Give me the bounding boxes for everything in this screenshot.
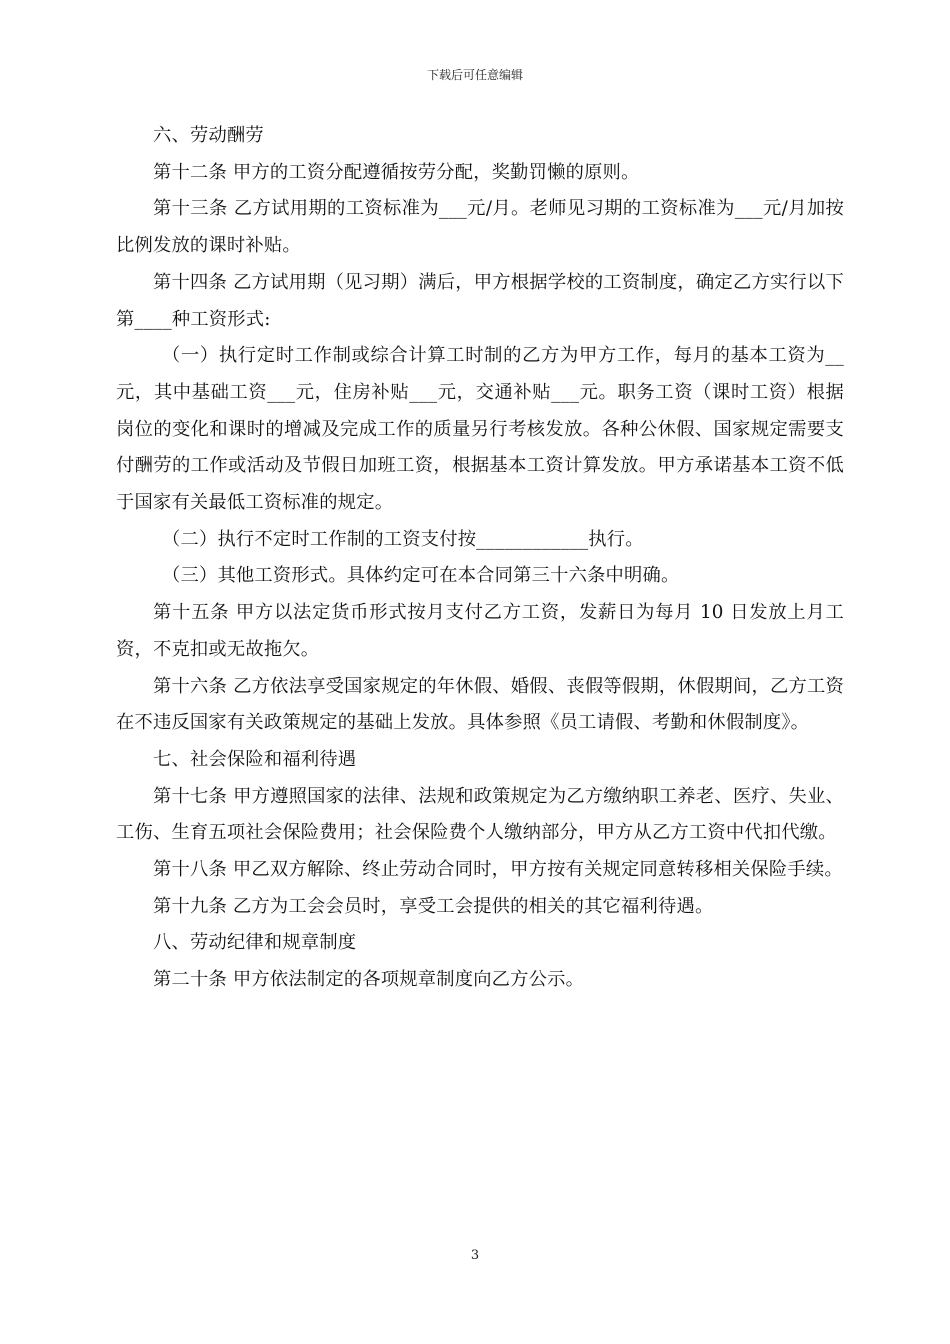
article-13: 第十三条 乙方试用期的工资标准为___元/月。老师见习期的工资标准为___元/月加按比例发放的课时补贴。 [116, 198, 844, 257]
article-16: 第十六条 乙方依法享受国家规定的年休假、婚假、丧假等假期，休假期间，乙方工资在不违反国家有关政策规定的基础上发放。具体参照《员工请假、考勤和休假制度》。 [116, 675, 844, 734]
document-body [116, 118, 844, 999]
section-heading-6: 六、劳动酬劳 [153, 125, 264, 146]
article-15: 第十五条 甲方以法定货币形式按月支付乙方工资，发薪日为每月 10 日发放上月工资，不克扣或无故拖欠。 [116, 602, 844, 660]
article-12: 第十二条 甲方的工资分配遵循按劳分配，奖勤罚懒的原则。 [153, 161, 640, 183]
article-14-item-3: （三）其他工资形式。具体约定可在本合同第三十六条中明确。 [162, 565, 680, 587]
article-14-item-2: （二）执行不定时工作制的工资支付按____________执行。 [162, 528, 644, 550]
article-19: 第十九条 乙方为工会会员时，享受工会提供的相关的其它福利待遇。 [153, 895, 714, 917]
section-heading-7: 七、社会保险和福利待遇 [153, 748, 357, 770]
page-header: 下载后可任意编辑 [426, 68, 523, 82]
article-20: 第二十条 甲方依法制定的各项规章制度向乙方公示。 [153, 969, 585, 991]
article-14-item-1: （一）执行定时工作制或综合计算工时制的乙方为甲方工作，每月的基本工资为__元，其中基础工资___元，住房补贴___元，交通补贴___元。职务工资（课时工资）根据岗位的变化和课时的增减及完成工作的质量另行考核发放。各种公休假、国家规定需要支付酬劳的工作或活动及节假日加班工资，根据基本工资计算发放。甲方承诺基本工资不低于国家有关最低工资标准的规定。 [116, 345, 844, 514]
article-17: 第十七条 甲方遵照国家的法律、法规和政策规定为乙方缴纳职工养老、医疗、失业、工伤、生育五项社会保险费用；社会保险费个人缴纳部分，甲方从乙方工资中代扣代缴。 [116, 785, 844, 844]
article-14: 第十四条 乙方试用期（见习期）满后，甲方根据学校的工资制度，确定乙方实行以下第____种工资形式: [116, 271, 844, 330]
article-18: 第十八条 甲乙双方解除、终止劳动合同时，甲方按有关规定同意转移相关保险手续。 [153, 859, 843, 881]
page-number: 3 [470, 1248, 480, 1263]
section-heading-8: 八、劳动纪律和规章制度 [153, 932, 357, 954]
